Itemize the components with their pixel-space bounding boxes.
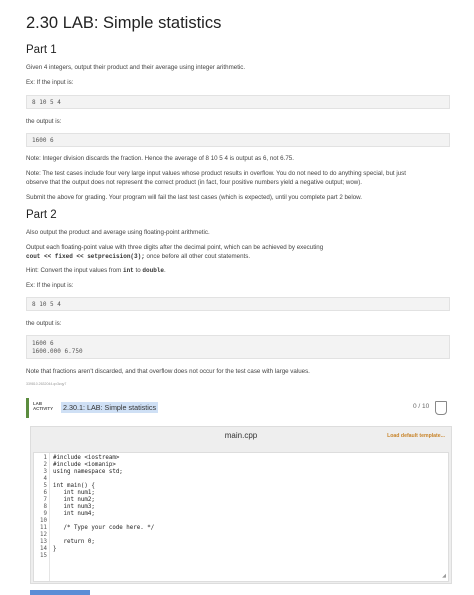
part2-note: Note that fractions aren't discarded, and that overflow does not occur for the test case with large values. (26, 368, 310, 375)
part2-output-label: the output is: (26, 320, 62, 327)
lab-badge (33, 401, 53, 411)
part2-input-block: 8 10 5 4 (26, 297, 450, 311)
part2-heading: Part 2 (26, 209, 57, 221)
output-line1: 1600 6 (32, 340, 54, 347)
part1-input-block: 8 10 5 4 (26, 95, 450, 109)
part1-note1: Note: Integer division discards the fraction. Hence the average of 8 10 5 4 is output as 6, not 6.75. (26, 155, 294, 162)
lab-activity-bar (26, 398, 455, 418)
part2-output-each-b (26, 253, 452, 261)
part2-ex-label: Ex: If the input is: (26, 282, 74, 289)
part1-output-block: 1600 6 (26, 133, 450, 147)
code-textarea[interactable] (33, 452, 449, 582)
activity-id: 339810.2632044.qx3zqy7 (26, 382, 67, 386)
part2-output-block (26, 335, 450, 359)
part2-hint (26, 267, 452, 275)
output-each-b-text: once before all other cout statements. (144, 253, 251, 260)
part1-note2a: Note: The test cases include four very large input values whose product results in overflow. You do not need to do anything special, but just (26, 170, 406, 177)
lab-title[interactable]: 2.30.1: LAB: Simple statistics (63, 403, 157, 412)
hint-double: double (142, 267, 165, 274)
completion-shield-icon (435, 401, 447, 415)
output-line2: 1600.000 6.750 (32, 348, 83, 355)
part1-ex-label: Ex: If the input is: (26, 79, 74, 86)
part2-output-each-a: Output each floating-point value with three digits after the decimal point, which can be achieved by executing (26, 244, 324, 251)
lab-score: 0 / 10 (413, 403, 430, 410)
line-numbers: 1 2 3 4 5 6 7 8 9 10 11 12 13 14 15 (40, 455, 47, 559)
hint-end: . (164, 267, 166, 274)
source-code[interactable]: #include <iostream> #include <iomanip> using namespace std; int main() { int num1; int num2; int num3; int num4; /* Type your code here. */ return 0; } (53, 455, 155, 552)
part1-submit: Submit the above for grading. Your program will fail the last test cases (which is expected), until you complete part 2 below. (26, 194, 363, 201)
gutter-divider (49, 453, 50, 581)
hint-int: int (122, 267, 134, 274)
page-title: 2.30 LAB: Simple statistics (26, 14, 222, 32)
hint-mid: to (133, 267, 143, 274)
part1-output-label: the output is: (26, 118, 62, 125)
lab-badge-line2: ACTIVITY (33, 406, 54, 412)
part1-intro: Given 4 integers, output their product and their average using integer arithmetic. (26, 64, 246, 71)
cout-code: cout << fixed << setprecision(3); (26, 253, 145, 260)
resize-handle-icon[interactable]: ◢ (442, 573, 446, 579)
part2-intro: Also output the product and average using floating-point arithmetic. (26, 229, 210, 236)
lab-badge-line1: LAB (33, 401, 43, 406)
part1-heading: Part 1 (26, 44, 57, 56)
part1-note2b: observe that the output does not represent the correct product (in fact, four positive numbers yield a negative output; wow). (26, 179, 363, 186)
hint-prefix: Hint: Convert the input values from (26, 267, 123, 274)
editor-filename: main.cpp (224, 431, 258, 440)
load-default-template-button[interactable]: Load default template... (387, 433, 445, 439)
code-editor-panel (30, 426, 452, 584)
progress-strip (30, 590, 90, 595)
